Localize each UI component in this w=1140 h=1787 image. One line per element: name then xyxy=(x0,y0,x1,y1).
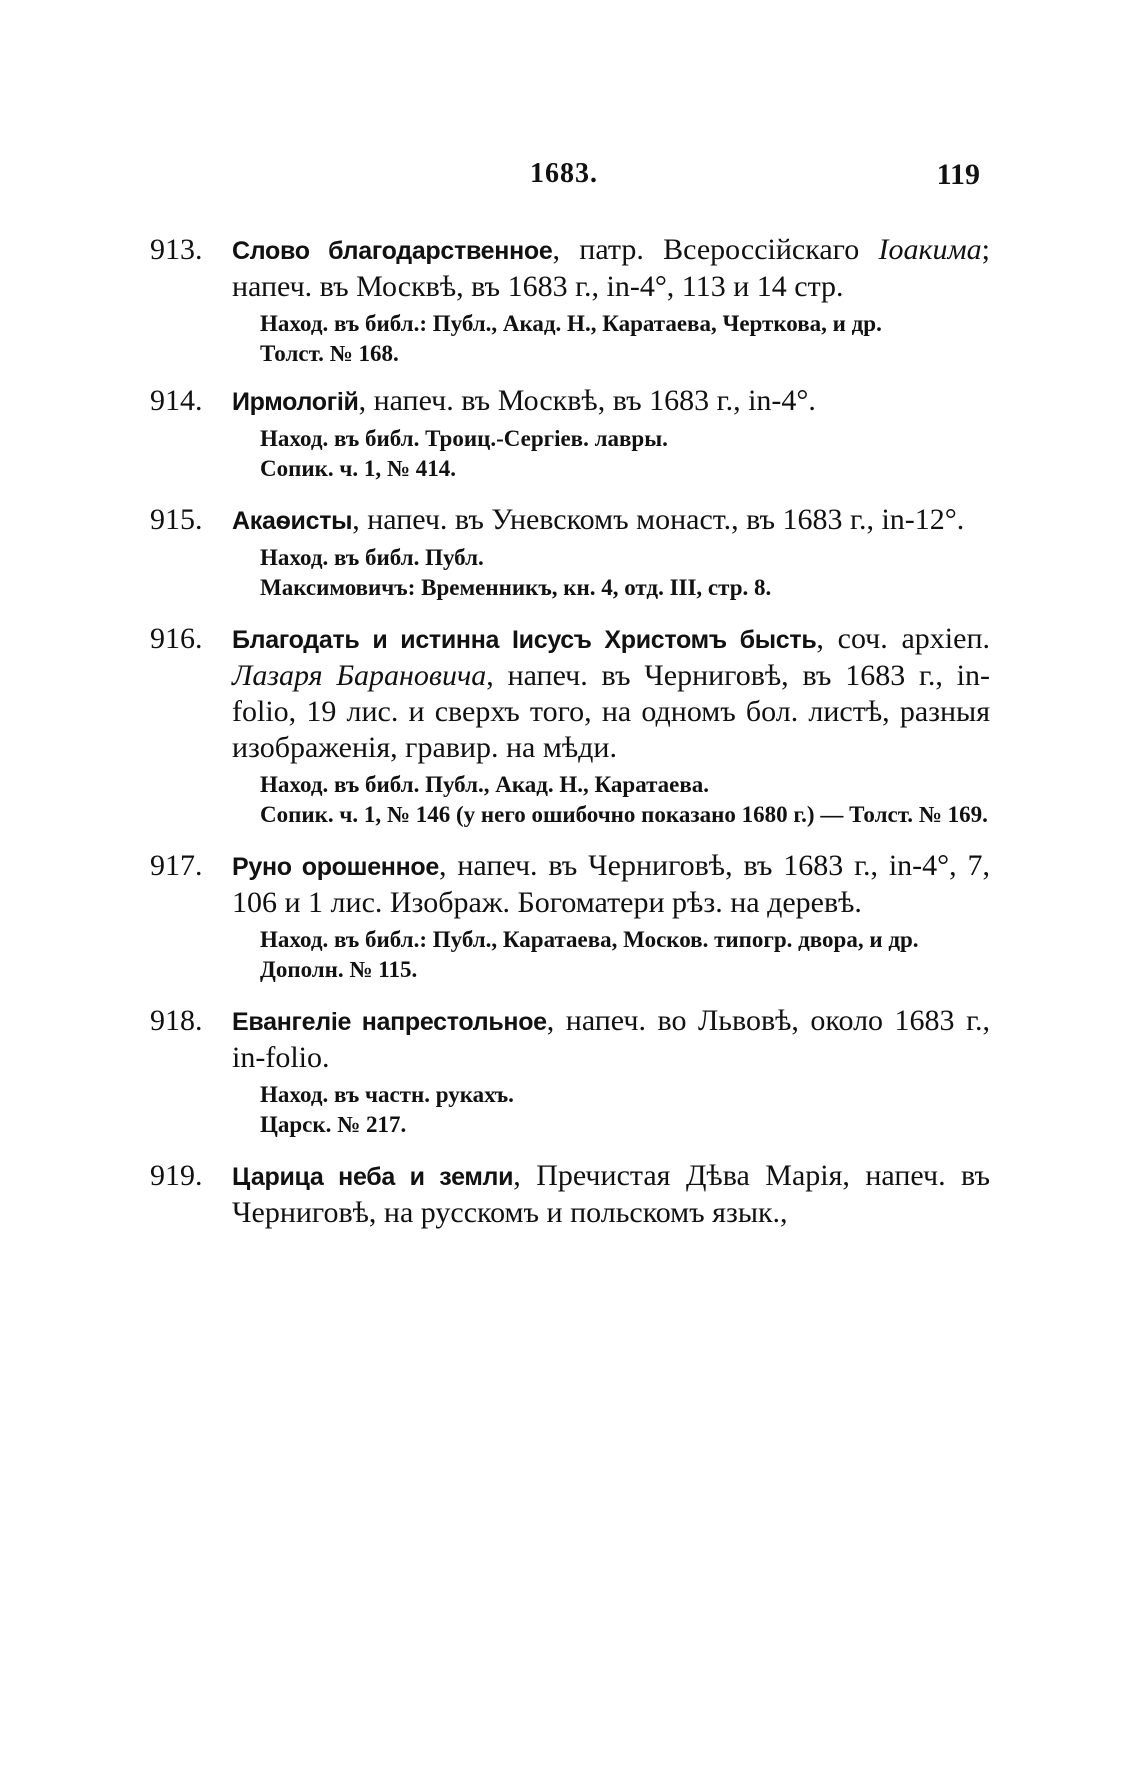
entry-note-location: Наход. въ библ.: Публ., Акад. Н., Каратаева, Черткова, и др. xyxy=(260,311,882,336)
entry-918 xyxy=(150,1003,990,1140)
entry-title: Акаѳисты xyxy=(232,507,353,535)
entry-title: Царица неба и земли xyxy=(232,1163,514,1191)
entry-title: Евангеліе напрестольное xyxy=(232,1008,547,1036)
entry-note-location: Наход. въ частн. рукахъ. xyxy=(260,1082,514,1107)
entry-notes xyxy=(260,309,990,369)
entry-text: напеч. въ Уневскомъ монаст., въ 1683 г., in-12°. xyxy=(367,503,965,536)
entry-title: Благодать и истинна Іисусъ Христомъ бысть xyxy=(232,626,817,654)
entry-title: Руно орошенное xyxy=(232,853,439,881)
entry-number: 915. xyxy=(150,503,203,536)
entry-note-reference: Дополн. № 115. xyxy=(260,957,418,982)
entry-text: напеч. во Львовѣ, около 1683 г., in-folio. xyxy=(232,1004,990,1074)
entry-number: 919. xyxy=(150,1159,203,1192)
entry-body xyxy=(232,502,990,539)
entry-title-sep: , xyxy=(438,849,458,882)
running-head xyxy=(150,158,990,198)
entry-text: ; напеч. въ Москвѣ, въ 1683 г., in-4°, 113 и 14 стр. xyxy=(232,233,991,303)
bibliography-entries xyxy=(150,232,990,1251)
entry-body xyxy=(232,848,990,921)
entry-body xyxy=(232,1003,990,1076)
entry-title-sep: , xyxy=(352,503,368,536)
entry-body xyxy=(232,621,990,766)
entry-916 xyxy=(150,621,990,830)
entry-notes xyxy=(260,925,990,985)
entry-text-lead: соч. архіеп. xyxy=(837,622,991,655)
entry-title: Слово благодарственное xyxy=(232,237,553,265)
entry-notes xyxy=(260,543,990,603)
entry-text: , напеч. въ Черниговѣ, въ 1683 г., in-folio, 19 лис. и сверхъ того, на одномъ бол. листѣ, разныя изображенія, гравир. на мѣди. xyxy=(232,659,991,764)
running-year: 1683. xyxy=(530,158,598,189)
entry-919 xyxy=(150,1158,990,1231)
entry-914 xyxy=(150,383,990,484)
entry-text-lead: патр. Всероссійскаго xyxy=(579,233,879,266)
entry-title-sep: , xyxy=(358,384,374,417)
entry-917 xyxy=(150,848,990,985)
entry-title: Ирмологій xyxy=(232,388,359,416)
entry-note-reference: Толст. № 168. xyxy=(260,341,399,366)
entry-body xyxy=(232,383,990,420)
entry-title-sep: , xyxy=(513,1159,537,1192)
entry-author: Лазаря Барановича xyxy=(232,659,487,692)
entry-note-reference: Сопик. ч. 1, № 146 (у него ошибочно показано 1680 г.) — Толст. № 169. xyxy=(260,802,988,827)
entry-text: напеч. въ Москвѣ, въ 1683 г., in-4°. xyxy=(373,384,816,417)
entry-author: Іоакима xyxy=(878,233,982,266)
entry-number: 917. xyxy=(150,849,203,882)
entry-body xyxy=(232,232,990,305)
entry-text: напеч. въ Черниговѣ, въ 1683 г., in-4°, 7, 106 и 1 лис. Изображ. Богоматери рѣз. на деревѣ. xyxy=(232,849,991,919)
entry-notes xyxy=(260,770,990,830)
entry-note-location: Наход. въ библ. Публ., Акад. Н., Каратаева. xyxy=(260,772,710,797)
entry-note-reference: Царск. № 217. xyxy=(260,1112,407,1137)
entry-number: 914. xyxy=(150,384,203,417)
entry-notes xyxy=(260,1080,990,1140)
entry-915 xyxy=(150,502,990,603)
entry-number: 913. xyxy=(150,233,203,266)
entry-title-sep: , xyxy=(546,1004,566,1037)
entry-title-sep: , xyxy=(816,622,838,655)
entry-note-reference: Максимовичъ: Временникъ, кн. 4, отд. III, стр. 8. xyxy=(260,575,772,600)
entry-note-reference: Сопик. ч. 1, № 414. xyxy=(260,456,456,481)
entry-number: 918. xyxy=(150,1004,203,1037)
entry-text: Пречистая Дѣва Марія, напеч. въ Черниговѣ, на русскомъ и польскомъ язык., xyxy=(232,1159,990,1229)
entry-notes xyxy=(260,424,990,484)
entry-note-location: Наход. въ библ. Публ. xyxy=(260,545,484,570)
entry-note-location: Наход. въ библ. Троиц.-Сергіев. лавры. xyxy=(260,426,668,451)
entry-title-sep: , xyxy=(552,233,580,266)
entry-body xyxy=(232,1158,990,1231)
page-number: 119 xyxy=(936,158,980,191)
entry-913 xyxy=(150,232,990,369)
entry-note-location: Наход. въ библ.: Публ., Каратаева, Москов. типогр. двора, и др. xyxy=(260,927,919,952)
entry-number: 916. xyxy=(150,622,203,655)
